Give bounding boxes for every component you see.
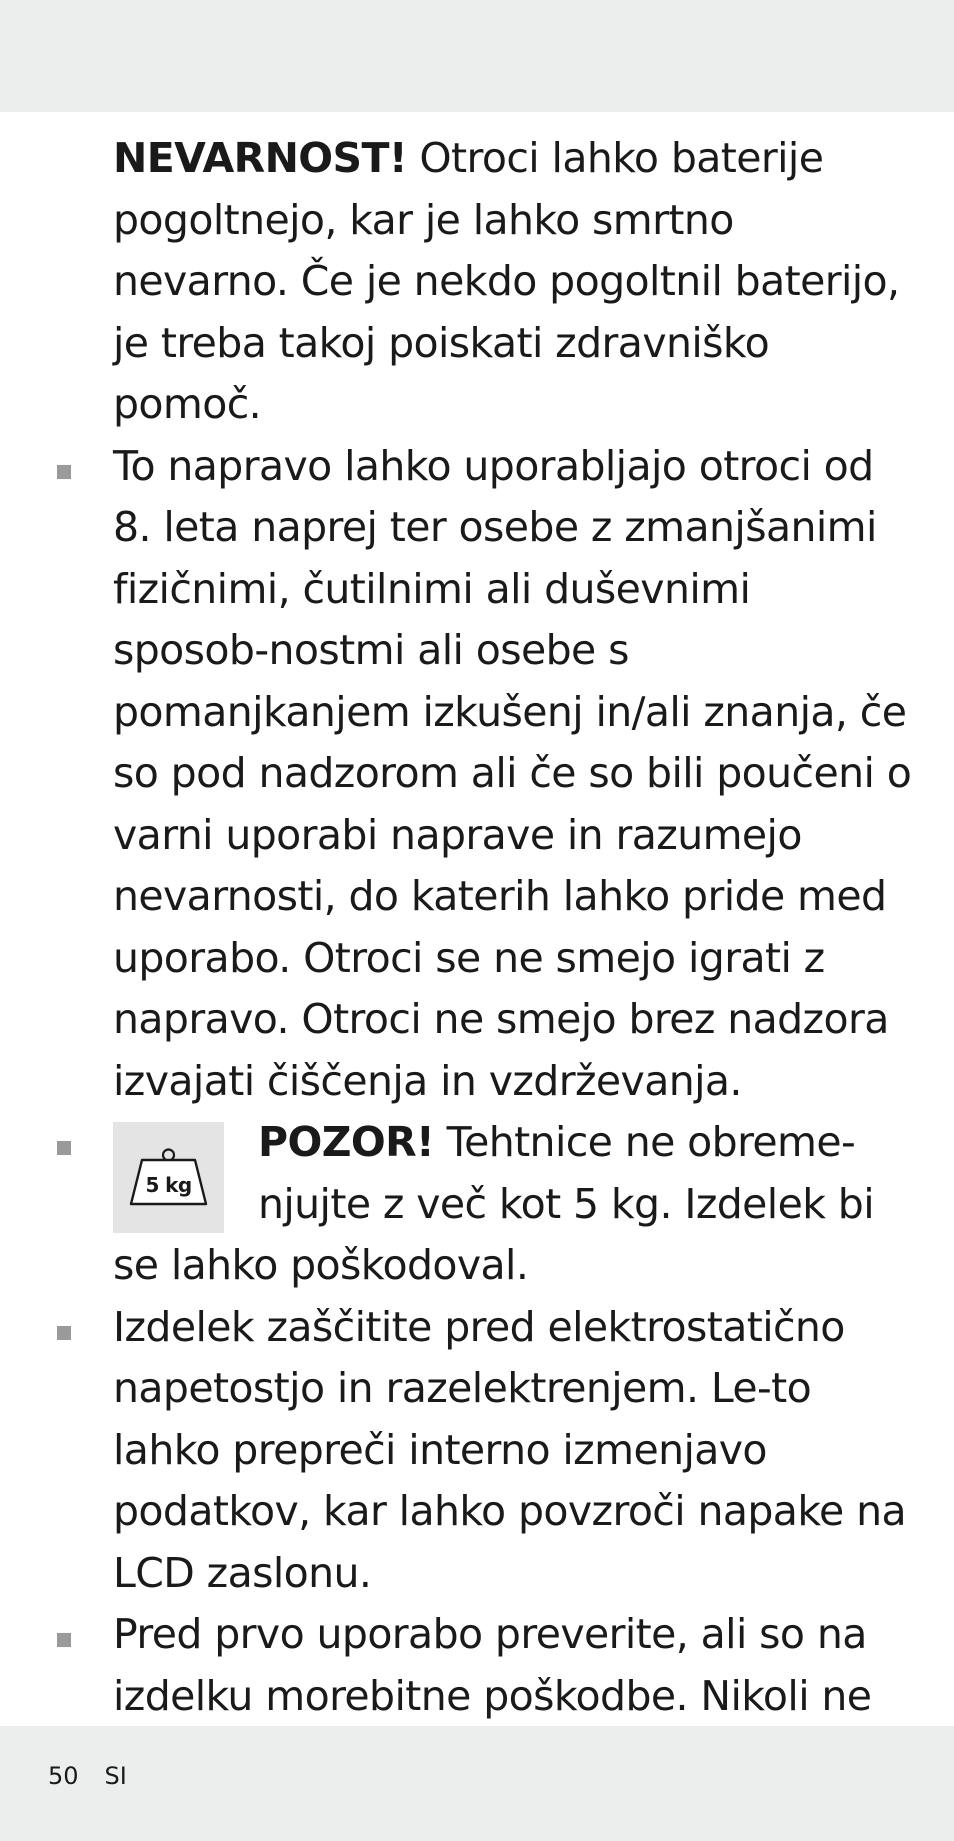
inspection-text: Pred prvo uporabo preverite, ali so na izdelku morebitne poškodbe. Nikoli ne — [113, 1610, 872, 1720]
page-body — [113, 128, 913, 1727]
danger-label: NEVARNOST! — [113, 134, 407, 182]
page-footer — [48, 1762, 127, 1790]
children-use-text: To napravo lahko uporabljajo otroci od 8. leta naprej ter osebe z zmanjšanimi fizičnimi, čutilnimi ali duševnimi sposob-nostmi ali osebe s pomanjkanjem izkušenj in/ali znanja, če so pod nadzorom ali če so bili poučeni o varni uporabi naprave in razumejo nevarnosti, do katerih lahko pride med uporabo. Otroci se ne smejo igrati z napravo. Otroci ne smejo brez nadzora izvajati čiščenja in vzdrževanja. — [113, 441, 912, 1105]
page-number: 50 — [48, 1762, 79, 1790]
caution-text: Tehtnice ne obreme-njujte z več kot 5 kg. Izdelek bi se lahko poškodoval. — [113, 1118, 875, 1289]
weight-limit-label: 5 kg — [145, 1173, 192, 1197]
danger-text: Otroci lahko baterije pogoltnejo, kar je lahko smrtno nevarno. Če je nekdo pogoltnil baterijo, je treba takoj poiskati zdravniško pomoč. — [113, 134, 900, 428]
weight-limit-icon — [113, 1122, 224, 1233]
bullet-square-icon — [57, 1326, 71, 1340]
bullet-square-icon — [57, 1633, 71, 1647]
caution-paragraph — [113, 1112, 913, 1297]
language-code: SI — [104, 1762, 127, 1790]
children-use-paragraph — [113, 436, 913, 1113]
caution-label: POZOR! — [258, 1118, 435, 1166]
footer-band — [0, 1726, 954, 1841]
inspection-paragraph — [113, 1604, 913, 1727]
electrostatic-text: Izdelek zaščitite pred elektrostatično napetostjo in razelektrenjem. Le-to lahko prepreči interno izmenjavo podatkov, kar lahko povzroči napake na LCD zaslonu. — [113, 1302, 906, 1597]
electrostatic-paragraph — [113, 1297, 913, 1605]
header-band — [0, 0, 954, 112]
bullet-square-icon — [57, 1141, 71, 1155]
danger-paragraph — [113, 128, 913, 436]
bullet-square-icon — [57, 465, 71, 479]
